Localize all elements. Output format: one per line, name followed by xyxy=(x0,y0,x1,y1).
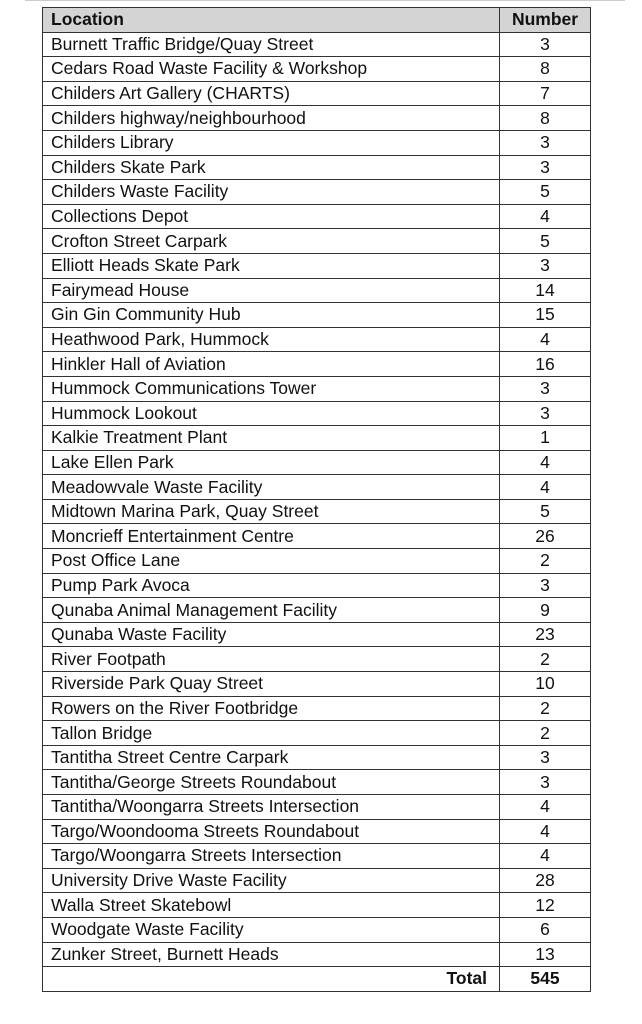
location-cell: Hinkler Hall of Aviation xyxy=(43,352,500,377)
number-cell: 3 xyxy=(500,770,591,795)
number-cell: 2 xyxy=(500,647,591,672)
table-row xyxy=(43,352,591,377)
table-row xyxy=(43,450,591,475)
number-cell: 3 xyxy=(500,130,591,155)
location-cell: Qunaba Animal Management Facility xyxy=(43,598,500,623)
table-row xyxy=(43,32,591,57)
number-cell: 8 xyxy=(500,106,591,131)
number-cell: 7 xyxy=(500,81,591,106)
number-cell: 26 xyxy=(500,524,591,549)
table-row xyxy=(43,180,591,205)
location-cell: Hummock Communications Tower xyxy=(43,376,500,401)
table-row xyxy=(43,598,591,623)
number-cell: 2 xyxy=(500,721,591,746)
number-cell: 15 xyxy=(500,303,591,328)
location-cell: Rowers on the River Footbridge xyxy=(43,696,500,721)
table-row xyxy=(43,499,591,524)
table-row xyxy=(43,647,591,672)
table-row xyxy=(43,57,591,82)
number-cell: 2 xyxy=(500,549,591,574)
table-row xyxy=(43,770,591,795)
number-cell: 8 xyxy=(500,57,591,82)
location-cell: Lake Ellen Park xyxy=(43,450,500,475)
total-row xyxy=(43,967,591,992)
table-row xyxy=(43,376,591,401)
number-cell: 23 xyxy=(500,622,591,647)
location-cell: Riverside Park Quay Street xyxy=(43,672,500,697)
table-row xyxy=(43,893,591,918)
location-cell: Targo/Woondooma Streets Roundabout xyxy=(43,819,500,844)
table-row xyxy=(43,549,591,574)
table-row xyxy=(43,696,591,721)
table-header-row xyxy=(43,8,591,33)
location-cell: River Footpath xyxy=(43,647,500,672)
number-cell: 10 xyxy=(500,672,591,697)
location-cell: Childers Art Gallery (CHARTS) xyxy=(43,81,500,106)
location-cell: Woodgate Waste Facility xyxy=(43,917,500,942)
number-cell: 3 xyxy=(500,745,591,770)
location-cell: Elliott Heads Skate Park xyxy=(43,253,500,278)
number-cell: 4 xyxy=(500,795,591,820)
number-cell: 3 xyxy=(500,32,591,57)
number-cell: 4 xyxy=(500,204,591,229)
table-row xyxy=(43,942,591,967)
number-cell: 3 xyxy=(500,253,591,278)
table-row xyxy=(43,819,591,844)
table-row xyxy=(43,278,591,303)
location-count-table xyxy=(42,7,591,992)
number-cell: 5 xyxy=(500,180,591,205)
header-number: Number xyxy=(500,8,591,33)
table-row xyxy=(43,155,591,180)
number-cell: 14 xyxy=(500,278,591,303)
location-cell: Tallon Bridge xyxy=(43,721,500,746)
number-cell: 4 xyxy=(500,819,591,844)
location-cell: Crofton Street Carpark xyxy=(43,229,500,254)
table-row xyxy=(43,524,591,549)
table-row xyxy=(43,917,591,942)
location-cell: Childers Skate Park xyxy=(43,155,500,180)
number-cell: 4 xyxy=(500,475,591,500)
number-cell: 1 xyxy=(500,426,591,451)
location-cell: Fairymead House xyxy=(43,278,500,303)
number-cell: 3 xyxy=(500,376,591,401)
table-row xyxy=(43,253,591,278)
table-row xyxy=(43,401,591,426)
table-row xyxy=(43,106,591,131)
location-cell: Kalkie Treatment Plant xyxy=(43,426,500,451)
table-row xyxy=(43,303,591,328)
table-row xyxy=(43,204,591,229)
table-row xyxy=(43,130,591,155)
number-cell: 4 xyxy=(500,844,591,869)
number-cell: 16 xyxy=(500,352,591,377)
table-row xyxy=(43,672,591,697)
location-cell: Collections Depot xyxy=(43,204,500,229)
location-cell: Heathwood Park, Hummock xyxy=(43,327,500,352)
location-cell: Gin Gin Community Hub xyxy=(43,303,500,328)
number-cell: 5 xyxy=(500,229,591,254)
header-location: Location xyxy=(43,8,500,33)
number-cell: 6 xyxy=(500,917,591,942)
table-row xyxy=(43,795,591,820)
location-cell: Cedars Road Waste Facility & Workshop xyxy=(43,57,500,82)
table-row xyxy=(43,622,591,647)
location-cell: Tantitha/Woongarra Streets Intersection xyxy=(43,795,500,820)
number-cell: 3 xyxy=(500,401,591,426)
location-cell: Hummock Lookout xyxy=(43,401,500,426)
total-label: Total xyxy=(43,967,500,992)
location-cell: University Drive Waste Facility xyxy=(43,868,500,893)
location-cell: Walla Street Skatebowl xyxy=(43,893,500,918)
total-value: 545 xyxy=(500,967,591,992)
number-cell: 13 xyxy=(500,942,591,967)
table-row xyxy=(43,745,591,770)
table-row xyxy=(43,475,591,500)
location-cell: Childers Library xyxy=(43,130,500,155)
location-cell: Midtown Marina Park, Quay Street xyxy=(43,499,500,524)
location-cell: Moncrieff Entertainment Centre xyxy=(43,524,500,549)
table-row xyxy=(43,844,591,869)
number-cell: 2 xyxy=(500,696,591,721)
location-cell: Qunaba Waste Facility xyxy=(43,622,500,647)
number-cell: 3 xyxy=(500,155,591,180)
table-row xyxy=(43,426,591,451)
number-cell: 5 xyxy=(500,499,591,524)
table-row xyxy=(43,81,591,106)
location-cell: Pump Park Avoca xyxy=(43,573,500,598)
location-cell: Post Office Lane xyxy=(43,549,500,574)
location-cell: Targo/Woongarra Streets Intersection xyxy=(43,844,500,869)
location-cell: Childers Waste Facility xyxy=(43,180,500,205)
table-row xyxy=(43,573,591,598)
table-row xyxy=(43,721,591,746)
table-row xyxy=(43,868,591,893)
page-edge-line xyxy=(25,0,625,1)
number-cell: 3 xyxy=(500,573,591,598)
location-cell: Tantitha Street Centre Carpark xyxy=(43,745,500,770)
number-cell: 9 xyxy=(500,598,591,623)
number-cell: 28 xyxy=(500,868,591,893)
number-cell: 12 xyxy=(500,893,591,918)
location-cell: Childers highway/neighbourhood xyxy=(43,106,500,131)
number-cell: 4 xyxy=(500,450,591,475)
location-cell: Tantitha/George Streets Roundabout xyxy=(43,770,500,795)
location-cell: Zunker Street, Burnett Heads xyxy=(43,942,500,967)
table-row xyxy=(43,327,591,352)
location-cell: Meadowvale Waste Facility xyxy=(43,475,500,500)
location-cell: Burnett Traffic Bridge/Quay Street xyxy=(43,32,500,57)
table-row xyxy=(43,229,591,254)
number-cell: 4 xyxy=(500,327,591,352)
